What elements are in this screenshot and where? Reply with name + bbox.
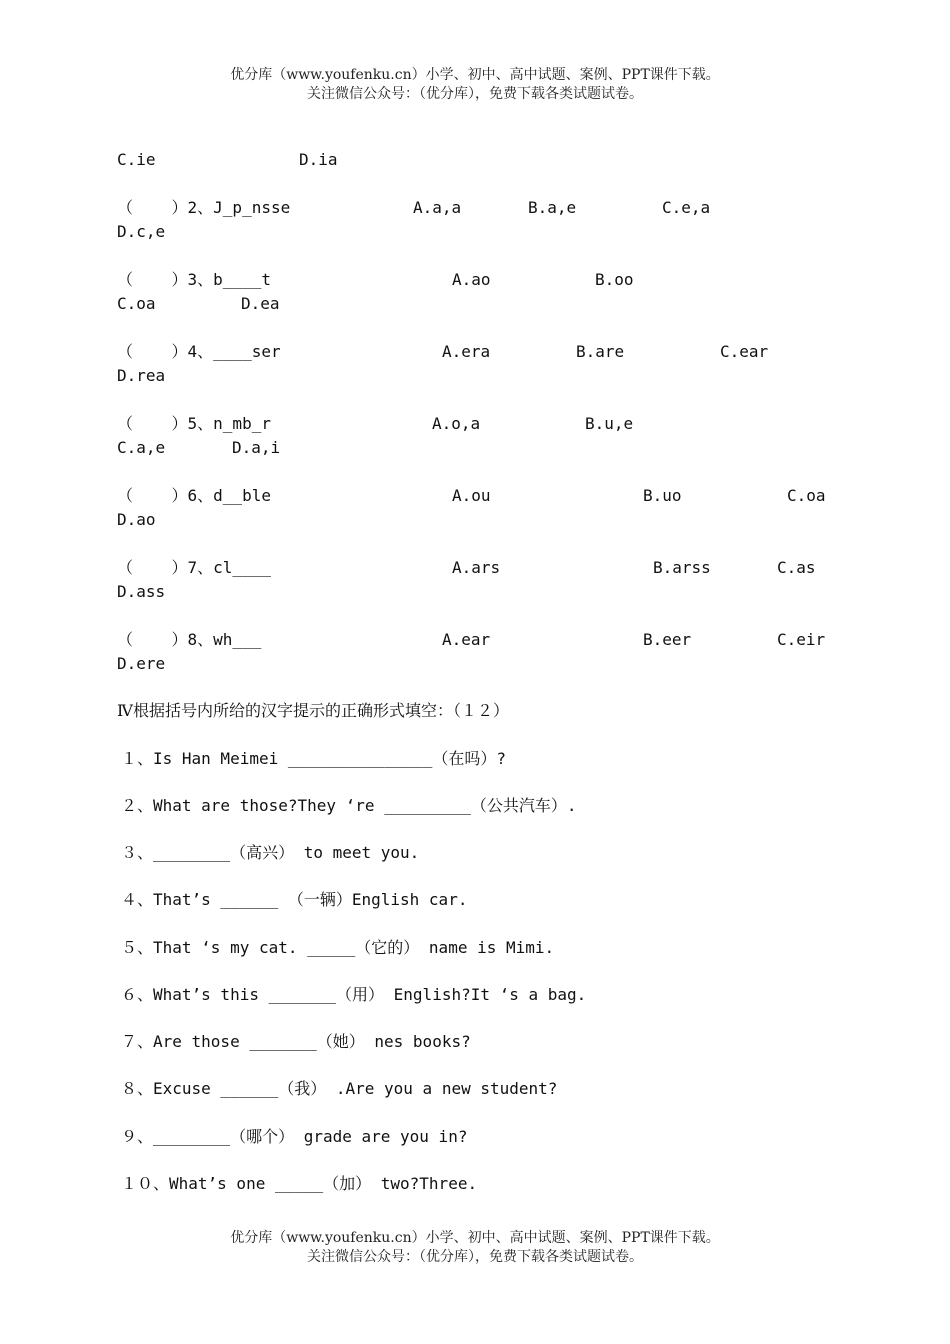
fill-item: ９、________（哪个） grade are you in? <box>121 1127 468 1146</box>
option-b: B.eer <box>643 630 692 649</box>
option-d: D.rea <box>117 366 166 385</box>
option-a: A.ao <box>452 270 491 289</box>
question-prefix: （ ）2、J_p_nsse <box>117 198 291 217</box>
option-b: B.uo <box>643 486 682 505</box>
question-prefix: （ ）8、wh___ <box>117 630 262 649</box>
fill-item: １、Is Han Meimei _______________（在吗）? <box>121 749 506 768</box>
option-a: A.ou <box>452 486 491 505</box>
option-b: B.a,e <box>528 198 577 217</box>
option-c: C.oa <box>117 294 156 313</box>
footer-line-2: 关注微信公众号：（优分库），免费下载各类试题试卷。 <box>307 1249 643 1265</box>
section-title: Ⅳ根据括号内所给的汉字提示的正确形式填空：（１２） <box>117 701 509 720</box>
question-prefix: （ ）5、n_mb_r <box>117 414 271 433</box>
option-b: B.arss <box>653 558 711 577</box>
option-c: C.eir <box>777 630 826 649</box>
page-header <box>0 66 950 104</box>
fill-item: ２、What are those?They ‘re _________（公共汽车）. <box>121 796 577 815</box>
header-line-2: 关注微信公众号：（优分库），免费下载各类试题试卷。 <box>307 86 643 102</box>
question-prefix: （ ）4、____ser <box>117 342 281 361</box>
question-prefix: （ ）7、cl____ <box>117 558 271 577</box>
page-footer <box>0 1229 950 1267</box>
fill-item: １０、What’s one _____（加） two?Three. <box>121 1174 478 1193</box>
fill-item: ５、That ‘s my cat. _____（它的） name is Mimi. <box>121 938 555 957</box>
option-d: D.ass <box>117 582 166 601</box>
fill-item: ８、Excuse ______（我） .Are you a new student? <box>121 1079 558 1098</box>
option-d: D.ea <box>241 294 280 313</box>
option-c: C.ear <box>720 342 769 361</box>
option-a: A.o,a <box>432 414 481 433</box>
fill-item: ３、________（高兴） to meet you. <box>121 843 420 862</box>
option-c: C.a,e <box>117 438 166 457</box>
option-d: D.ao <box>117 510 156 529</box>
option-b: B.u,e <box>585 414 634 433</box>
fill-item: ７、Are those _______（她） nes books? <box>121 1032 471 1051</box>
option-a: A.a,a <box>413 198 462 217</box>
footer-line-1: 优分库（www.youfenku.cn）小学、初中、高中试题、案例、PPT课件下载。 <box>230 1230 720 1246</box>
option-d: D.a,i <box>232 438 281 457</box>
question-prefix: （ ）6、d__ble <box>117 486 271 505</box>
option-c: C.oa <box>787 486 826 505</box>
option-b: B.are <box>576 342 625 361</box>
option-b: B.oo <box>595 270 634 289</box>
option-c: C.ie <box>117 150 156 169</box>
option-d: D.ere <box>117 654 166 673</box>
option-c: C.e,a <box>662 198 711 217</box>
option-a: A.era <box>442 342 491 361</box>
option-d: D.c,e <box>117 222 166 241</box>
fill-item: ４、That’s ______ （一辆）English car. <box>121 890 468 909</box>
option-c: C.as <box>777 558 816 577</box>
option-d: D.ia <box>299 150 338 169</box>
fill-item: ６、What’s this _______（用） English?It ‘s a bag. <box>121 985 587 1004</box>
header-line-1: 优分库（www.youfenku.cn）小学、初中、高中试题、案例、PPT课件下载。 <box>230 67 720 83</box>
option-a: A.ars <box>452 558 501 577</box>
question-prefix: （ ）3、b____t <box>117 270 271 289</box>
option-a: A.ear <box>442 630 491 649</box>
